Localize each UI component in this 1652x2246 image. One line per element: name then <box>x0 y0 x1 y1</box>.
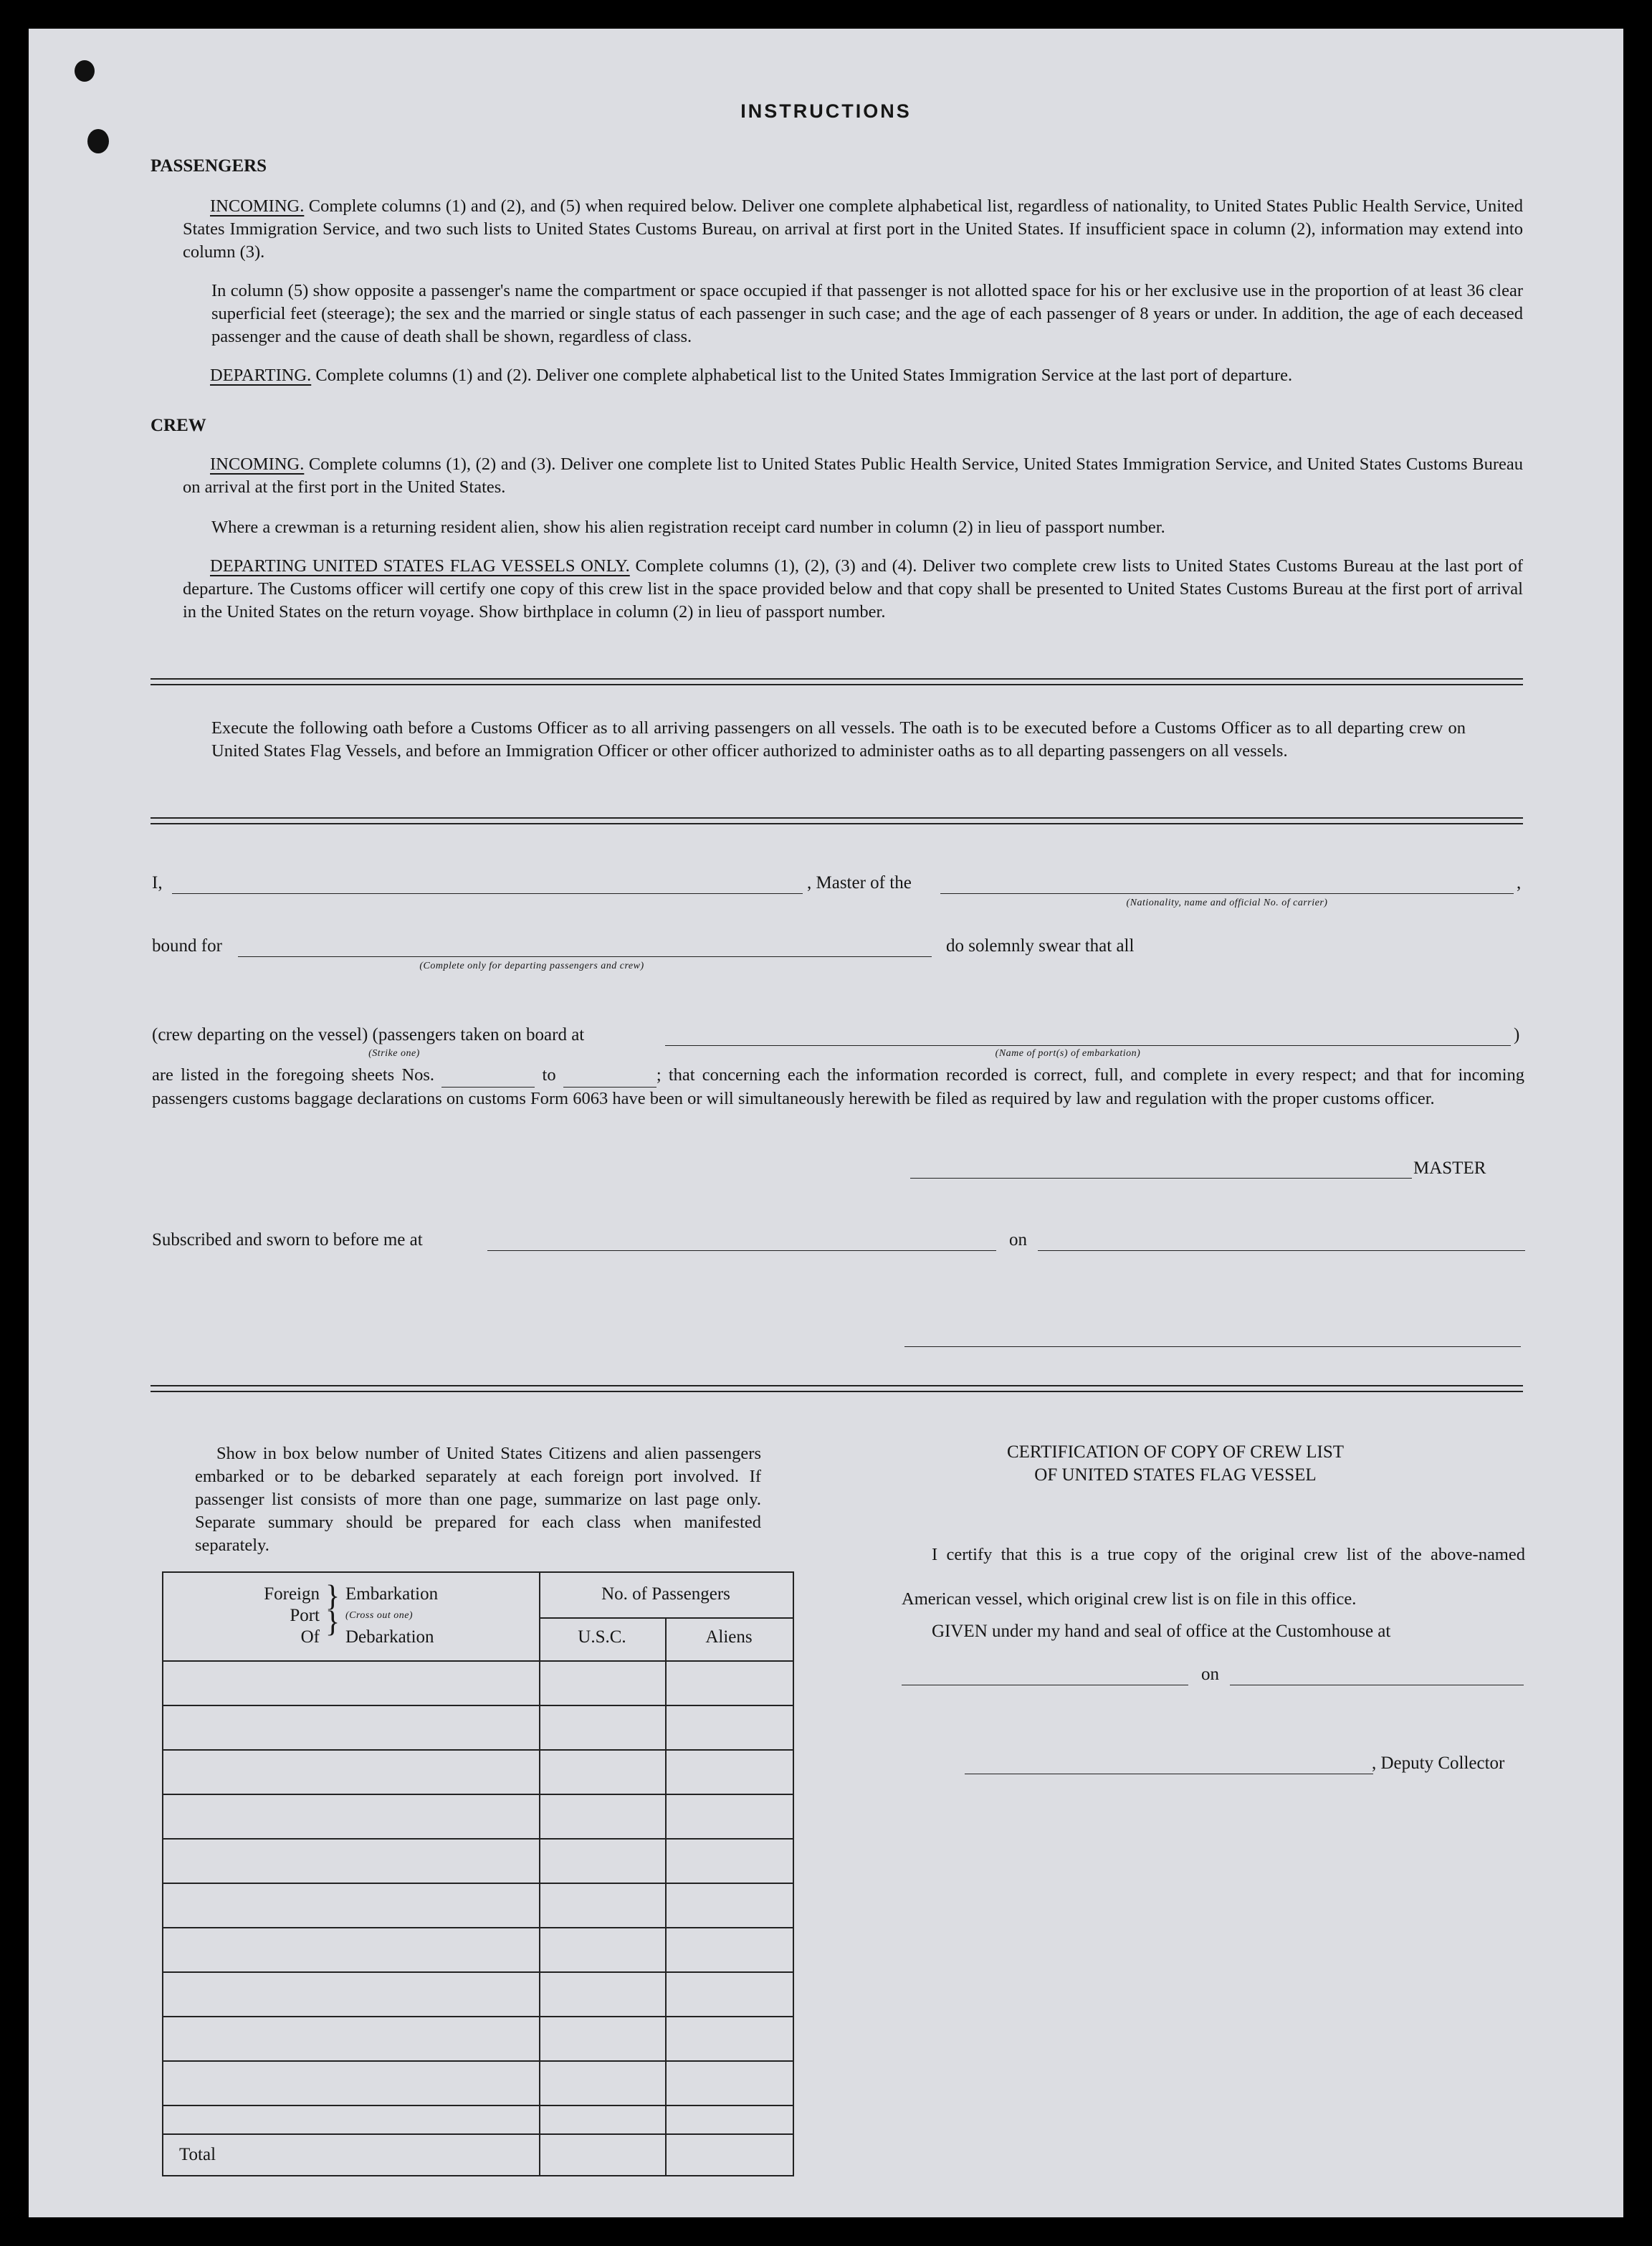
passengers-incoming-para <box>183 195 1523 264</box>
certification-title-line1: CERTIFICATION OF COPY OF CREW LIST <box>1006 1442 1345 1462</box>
embarkation-ports-field[interactable] <box>665 1045 1511 1046</box>
embarkation-label: Embarkation <box>345 1584 439 1604</box>
strike-one-caption: (Strike one) <box>368 1048 420 1059</box>
passengers-column5-para: In column (5) show opposite a passenger's name the compartment or space occupied if that passenger is not allotted space for his or her exclusive use in the proportion of at least 36 clear superficial feet (steerage); the sex and the married or single status of each passenger in such case; and the age of each passenger of 8 years or under. In addition, the age of each deceased passenger and the cause of death shall be shown, regardless of class. <box>211 281 1523 346</box>
table-row <box>162 1660 793 1662</box>
passengers-departing-para <box>183 364 1523 387</box>
officer-signature-field[interactable] <box>904 1346 1521 1347</box>
table-row <box>162 2105 793 2106</box>
statement-text: ; that concerning each the information recorded is correct, full, and complete in every respect; and that for incoming passengers customs baggage declarations on customs Form 6063 have been or will simultaneously herewith be filed as required by law and regulation with the proper customs officer. <box>152 1065 1525 1108</box>
deputy-collector-label: , Deputy Collector <box>1372 1754 1505 1773</box>
brace-glyph: } <box>325 1606 340 1639</box>
passengers-heading: PASSENGERS <box>151 156 267 176</box>
sworn-date-field[interactable] <box>1038 1250 1525 1251</box>
to-label: to <box>542 1065 556 1085</box>
table-row <box>162 1838 793 1840</box>
port-label: Port <box>290 1606 320 1625</box>
crew-incoming-para <box>183 453 1523 499</box>
master-of-the-label: , Master of the <box>807 873 912 893</box>
form-sheet <box>29 29 1623 2217</box>
crew-incoming-text: Complete columns (1), (2) and (3). Deliver one complete list to United States Public Health Service, United States Immigration Service, and United States Customs Bureau on arrival at the first port in the United States. <box>183 455 1523 497</box>
certify-statement: I certify that this is a true copy of the original crew list of the above-named American vessel, which original crew list is on file in this office. <box>902 1545 1525 1609</box>
oath-i-label: I, <box>152 873 163 893</box>
table-row <box>162 1794 793 1795</box>
table-row <box>162 1749 793 1751</box>
crew-returning-para: Where a crewman is a returning resident alien, show his alien registration receipt card number in column (2) in lieu of passport number. <box>211 518 1165 537</box>
given-statement: GIVEN under my hand and seal of office at the Customhouse at <box>932 1622 1391 1641</box>
comma: , <box>1517 873 1522 893</box>
brace-glyph: } <box>325 1580 340 1613</box>
crew-departing-label: DEPARTING UNITED STATES FLAG VESSELS ONLY. <box>210 556 630 576</box>
master-name-field[interactable] <box>172 893 803 894</box>
ink-blot <box>87 129 109 153</box>
foreign-label: Foreign <box>264 1584 320 1604</box>
sworn-at-field[interactable] <box>487 1250 996 1251</box>
table-row <box>162 2016 793 2017</box>
certification-title-line2: OF UNITED STATES FLAG VESSEL <box>1034 1465 1317 1485</box>
ports-caption: (Name of port(s) of embarkation) <box>995 1048 1141 1059</box>
carrier-field[interactable] <box>940 893 1514 894</box>
passengers-departing-text: Complete columns (1) and (2). Deliver one complete alphabetical list to the United States Immigration Service at the last port of departure. <box>315 366 1293 385</box>
of-label: Of <box>300 1627 320 1647</box>
swear-label: do solemnly swear that all <box>946 936 1135 956</box>
table-divider <box>539 1571 540 2175</box>
master-label: MASTER <box>1413 1158 1486 1178</box>
ink-blot <box>75 60 95 82</box>
double-rule <box>151 678 1523 685</box>
incoming-label: INCOMING. <box>210 196 305 216</box>
table-divider <box>539 1617 793 1619</box>
on-label: on <box>1201 1665 1219 1684</box>
oath-instruction-para: Execute the following oath before a Customs Officer as to all arriving passengers on all vessels. The oath is to be executed before a Customs Officer as to all departing crew on United States Flag Vessels, and before an Immigration Officer or other officer authorized to administer oaths as to all departing passengers on all vessels. <box>211 718 1466 761</box>
table-divider <box>665 1617 667 2175</box>
aliens-header: Aliens <box>705 1627 753 1647</box>
table-row <box>162 1971 793 1973</box>
close-paren: ) <box>1514 1025 1520 1045</box>
sheets-label: are listed in the foregoing sheets Nos. <box>152 1065 435 1085</box>
summary-instruction: Show in box below number of United States Citizens and alien passengers embarked or to be debarked separately at each foreign port involved. If passenger list consists of more than one page, summarize on last page only. Separate summary should be prepared for each class when manifested separately. <box>195 1444 761 1555</box>
bound-for-label: bound for <box>152 936 222 956</box>
passengers-incoming-text: Complete columns (1) and (2), and (5) when required below. Deliver one complete alphabetical list, regardless of nationality, to United States Public Health Service, United States Immigration Service, and two such lists to United States Customs Bureau, on arrival at first port in the United States. If insufficient space in column (2), information may extend into column (3). <box>183 196 1523 262</box>
departing-label: DEPARTING. <box>210 366 312 385</box>
crew-departing-para <box>183 555 1523 624</box>
sheet-to-field[interactable] <box>563 1064 656 1088</box>
on-label: on <box>1009 1230 1027 1250</box>
cross-out-caption: (Cross out one) <box>345 1610 414 1621</box>
crew-departing-text: Complete columns (1), (2), (3) and (4). Deliver two complete crew lists to United States Customs Bureau at the last port of departure. The Customs officer will certify one copy of this crew list in the space provided below and that copy shall be presented to United States Customs Bureau at the first port of arrival in the United States on the return voyage. Show birthplace in column (2) in lieu of passport number. <box>183 556 1523 622</box>
usc-header: U.S.C. <box>578 1627 626 1647</box>
crew-passengers-label: (crew departing on the vessel) (passengers taken on board at <box>152 1025 585 1045</box>
double-rule <box>151 1385 1523 1392</box>
total-label: Total <box>179 2145 216 2164</box>
sheet-from-field[interactable] <box>441 1064 535 1088</box>
double-rule <box>151 817 1523 824</box>
table-row <box>162 1705 793 1706</box>
instructions-heading: INSTRUCTIONS <box>740 100 912 122</box>
oath-statement <box>152 1064 1524 1110</box>
bound-for-caption: (Complete only for departing passengers and crew) <box>419 961 644 971</box>
crew-heading: CREW <box>151 416 206 435</box>
carrier-caption: (Nationality, name and official No. of carrier) <box>1126 898 1328 908</box>
passenger-summary-table <box>162 1571 794 2176</box>
debarkation-label: Debarkation <box>345 1627 434 1647</box>
no-of-passengers-header: No. of Passengers <box>601 1584 730 1604</box>
table-row <box>162 1883 793 1884</box>
table-row <box>162 2060 793 2062</box>
crew-incoming-label: INCOMING. <box>210 455 305 474</box>
subscribed-label: Subscribed and sworn to before me at <box>152 1230 423 1250</box>
table-row <box>162 1927 793 1928</box>
table-row <box>162 2133 793 2135</box>
bound-for-field[interactable] <box>238 956 932 957</box>
master-signature-field[interactable] <box>910 1178 1412 1179</box>
